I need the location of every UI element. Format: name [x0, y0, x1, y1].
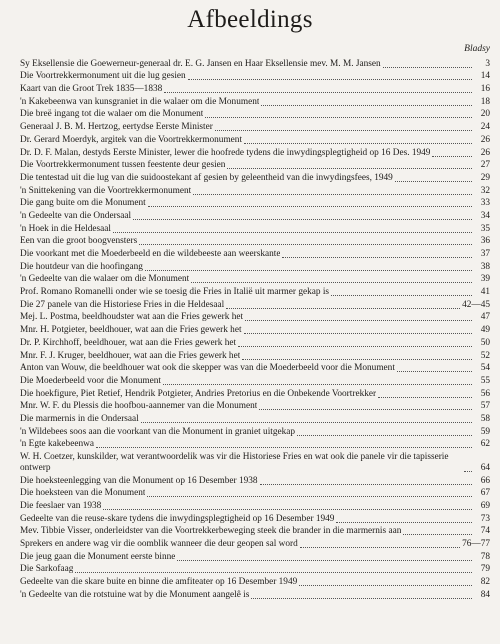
list-item: [20, 474, 490, 487]
entry-caption: Die marmernis in die Ondersaal: [20, 413, 139, 424]
entry-caption: 'n Hoek in die Heldesaal: [20, 223, 111, 234]
entry-page-number: 74: [480, 526, 490, 537]
entry-page-number: 37: [480, 249, 490, 259]
list-item: [20, 120, 490, 133]
entry-caption: 'n Gedeelte van die walaer om die Monument: [20, 274, 190, 285]
entry-caption: Die Voortrekkermonument uit die lug gesien: [20, 71, 186, 82]
entry-page-number: 27: [480, 160, 490, 171]
list-item: [20, 82, 490, 95]
entry-page-number: 78: [480, 551, 490, 562]
dot-leader: [177, 560, 472, 561]
dot-leader: [238, 346, 472, 347]
dot-leader: [383, 67, 472, 68]
entry-page-number: 38: [480, 261, 490, 272]
entry-caption: Mnr. F. J. Kruger, beeldhouer, wat aan die Fries gewerk het: [20, 350, 241, 361]
list-item: [20, 362, 490, 375]
list-item: [20, 563, 490, 576]
list-item: [20, 336, 490, 349]
list-item: [20, 171, 490, 184]
entry-caption: Mnr. W. F. du Plessis die hoofbou-aannemer van die Monument: [20, 401, 258, 412]
dot-leader: [261, 105, 472, 106]
entry-caption: Die 27 panele van die Historiese Fries in die Heldesaal: [20, 299, 225, 310]
illustrations-list: [20, 57, 490, 601]
dot-leader: [75, 572, 472, 573]
list-item: [20, 184, 490, 197]
dot-leader: [145, 270, 472, 271]
entry-page-number: 16: [480, 84, 490, 95]
entry-page-number: 26: [480, 134, 490, 145]
entry-page-number: 54: [480, 363, 490, 374]
dot-leader: [193, 194, 472, 195]
entry-page-number: 36: [480, 236, 490, 247]
dot-leader: [139, 244, 472, 245]
entry-caption: Die Moederbeeld voor die Monument: [20, 375, 161, 386]
dot-leader: [242, 359, 472, 360]
list-item: [20, 260, 490, 273]
entry-page-number: 47: [480, 312, 490, 323]
entry-caption: Die feeslaer van 1938: [20, 500, 102, 511]
dot-leader: [215, 130, 472, 131]
list-item: [20, 400, 490, 413]
dot-leader: [188, 79, 472, 80]
list-item: [20, 285, 490, 298]
entry-caption: Mev. Tibbie Visser, onderleidster van die Voortrekkerbeweging steek die brander in die marmernis aan: [20, 526, 402, 537]
entry-caption: Gedeelte van die skare buite en binne die amfiteater op 16 Desember 1949: [20, 577, 298, 587]
entry-caption: 'n Gedeelte van die Ondersaal: [20, 210, 132, 221]
entry-caption: 'n Kakebeenwa van kunsgraniet in die walaer om die Monument: [20, 96, 260, 107]
entry-caption: Mnr. H. Potgieter, beeldhouer, wat aan die Fries gewerk het: [20, 325, 242, 336]
dot-leader: [251, 598, 472, 599]
entry-caption: Dr. Gerard Moerdyk, argitek van die Voortrekkermonument: [20, 134, 243, 145]
dot-leader: [464, 471, 472, 472]
entry-page-number: 84: [480, 589, 490, 600]
entry-page-number: 67: [480, 488, 490, 499]
list-item: [20, 197, 490, 210]
entry-caption: W. H. Coetzer, kunskilder, wat verantwoordelik was vir die Historiese Fries en wat ook die panele vir die tapisserie ontwerp: [20, 451, 449, 473]
dot-leader: [191, 282, 472, 283]
entry-caption: Die tentestad uit die lug van die suidoostekant af gesien by geleentheid van die inwydingsfees, 1949: [20, 172, 393, 183]
list-item: [20, 537, 490, 550]
list-item: [20, 387, 490, 400]
entry-caption: Die breë ingang tot die walaer om die Monument: [20, 109, 204, 120]
list-item: [20, 349, 490, 362]
dot-leader: [260, 484, 472, 485]
dot-leader: [205, 117, 472, 118]
list-item: [20, 499, 490, 512]
entry-page-number: 14: [480, 71, 490, 82]
dot-leader: [244, 143, 472, 144]
list-item: [20, 247, 490, 260]
page-column-header: Bladsy: [464, 44, 490, 54]
list-item: [20, 374, 490, 387]
list-item: [20, 588, 490, 601]
list-item: [20, 235, 490, 248]
list-item: [20, 95, 490, 108]
list-item: [20, 450, 490, 474]
dot-leader: [141, 422, 472, 423]
entry-page-number: 24: [480, 122, 490, 133]
entry-page-number: 34: [480, 210, 490, 221]
list-item: [20, 209, 490, 222]
entry-caption: Die voorkant met die Moederbeeld en die wildebeeste aan weerskante: [20, 249, 281, 259]
entry-caption: Een van die groot boogvensters: [20, 236, 138, 247]
entry-page-number: 79: [480, 564, 490, 575]
dot-leader: [336, 522, 472, 523]
list-item: [20, 311, 490, 324]
dot-leader: [403, 534, 472, 535]
dot-leader: [282, 257, 472, 258]
dot-leader: [245, 320, 472, 321]
entry-page-number: 69: [480, 500, 490, 511]
list-item: [20, 550, 490, 563]
list-item: [20, 438, 490, 451]
entry-caption: Die Sarkofaag: [20, 564, 74, 575]
entry-caption: Dr. P. Kirchhoff, beeldhouer, wat aan die Fries gewerk het: [20, 337, 237, 348]
dot-leader: [227, 168, 472, 169]
entry-caption: 'n Egte kakebeenwa: [20, 439, 94, 450]
entry-caption: Sprekers en andere wag vir die oomblik wanneer die deur geopen sal word: [20, 538, 298, 549]
list-item: [20, 525, 490, 538]
dot-leader: [378, 397, 472, 398]
dot-leader: [397, 371, 472, 372]
entry-caption: Mej. L. Postma, beeldhoudster wat aan die Fries gewerk het: [20, 312, 244, 323]
dot-leader: [244, 333, 472, 334]
entry-page-number: 57: [480, 401, 490, 412]
entry-caption: Prof. Romano Romanelli onder wie se toesig die Fries in Italië uit marmer gekap is: [20, 287, 330, 298]
dot-leader: [299, 585, 472, 586]
entry-caption: Die houtdeur van die hoofingang: [20, 261, 143, 272]
list-item: [20, 323, 490, 336]
entry-page-number: 33: [480, 198, 490, 209]
list-item: [20, 487, 490, 500]
page-title: Afbeeldings: [187, 6, 313, 33]
entry-page-number: 56: [480, 388, 490, 399]
entry-page-number: 29: [480, 172, 490, 183]
dot-leader: [226, 308, 460, 309]
dot-leader: [133, 219, 472, 220]
dot-leader: [395, 181, 472, 182]
entry-caption: Anton van Wouw, die beeldhouer wat ook die skepper was van die Moederbeeld voor die Monument: [20, 363, 395, 374]
dot-leader: [300, 547, 460, 548]
entry-page-number: 50: [480, 337, 490, 348]
entry-caption: Dr. D. F. Malan, destyds Eerste Minister, lewer die hoofrede tydens die inwydingsplegtigheid op 16 Des. 1949: [20, 147, 431, 158]
list-item: [20, 412, 490, 425]
dot-leader: [163, 384, 472, 385]
entry-caption: Sy Eksellensie die Goewerneur-generaal dr. E. G. Jansen en Haar Eksellensie mev. M. M. Jansen: [20, 58, 381, 69]
entry-page-number: 39: [480, 274, 490, 285]
entry-page-number: 76—77: [462, 538, 490, 549]
entry-caption: Kaart van die Groot Trek 1835—1838: [20, 84, 163, 95]
entry-caption: 'n Wildebees soos aan die voorkant van die Monument in graniet uitgekap: [20, 426, 296, 437]
list-item: [20, 57, 490, 70]
entry-page-number: 3: [485, 58, 490, 69]
entry-caption: Die hoeksteen van die Monument: [20, 488, 146, 499]
entry-page-number: 62: [480, 439, 490, 450]
list-item: [20, 146, 490, 159]
dot-leader: [432, 156, 472, 157]
list-item: [20, 222, 490, 235]
entry-page-number: 41: [480, 287, 490, 298]
entry-page-number: 18: [480, 96, 490, 107]
entry-page-number: 58: [480, 413, 490, 424]
list-item: [20, 298, 490, 311]
entry-page-number: 42—45: [462, 299, 490, 310]
entry-caption: Gedeelte van die reuse-skare tydens die inwydingsplegtigheid op 16 Desember 1949: [20, 513, 335, 524]
dot-leader: [147, 496, 472, 497]
entry-page-number: 64: [480, 462, 490, 473]
entry-page-number: 59: [480, 426, 490, 437]
dot-leader: [259, 409, 472, 410]
entry-page-number: 49: [480, 325, 490, 336]
list-item: [20, 425, 490, 438]
dot-leader: [103, 509, 472, 510]
entry-caption: Die Voortrekkermonument tussen feestente deur gesien: [20, 160, 226, 171]
dot-leader: [297, 435, 472, 436]
entry-caption: Die gang buite om die Monument: [20, 198, 146, 209]
entry-page-number: 35: [480, 223, 490, 234]
entry-page-number: 52: [480, 350, 490, 361]
entry-caption: Die hoeksteenlegging van die Monument op 16 Desember 1938: [20, 475, 258, 486]
list-item: [20, 133, 490, 146]
entry-caption: Die hoekfigure, Piet Retief, Hendrik Potgieter, Andries Pretorius en die Onbekende Voortrekker: [20, 388, 377, 399]
list-item: [20, 575, 490, 588]
entry-page-number: 32: [480, 185, 490, 196]
list-item: [20, 108, 490, 121]
dot-leader: [113, 232, 472, 233]
entry-caption: 'n Snittekening van die Voortrekkermonument: [20, 185, 192, 196]
entry-page-number: 73: [480, 513, 490, 524]
entry-page-number: 26: [480, 147, 490, 158]
entry-page-number: 20: [480, 109, 490, 120]
entry-caption: 'n Gedeelte van die rotstuine wat by die Monument aangelê is: [20, 589, 250, 600]
list-item: [20, 512, 490, 525]
entry-page-number: 82: [480, 577, 490, 587]
dot-leader: [331, 295, 472, 296]
dot-leader: [96, 447, 472, 448]
dot-leader: [148, 206, 472, 207]
list-item: [20, 273, 490, 286]
dot-leader: [164, 92, 472, 93]
entry-caption: Generaal J. B. M. Hertzog, eertydse Eerste Minister: [20, 122, 213, 133]
entry-caption: Die jeug gaan die Monument eerste binne: [20, 551, 176, 562]
entry-page-number: 55: [480, 375, 490, 386]
list-item: [20, 159, 490, 172]
list-item: [20, 70, 490, 83]
entry-page-number: 66: [480, 475, 490, 486]
